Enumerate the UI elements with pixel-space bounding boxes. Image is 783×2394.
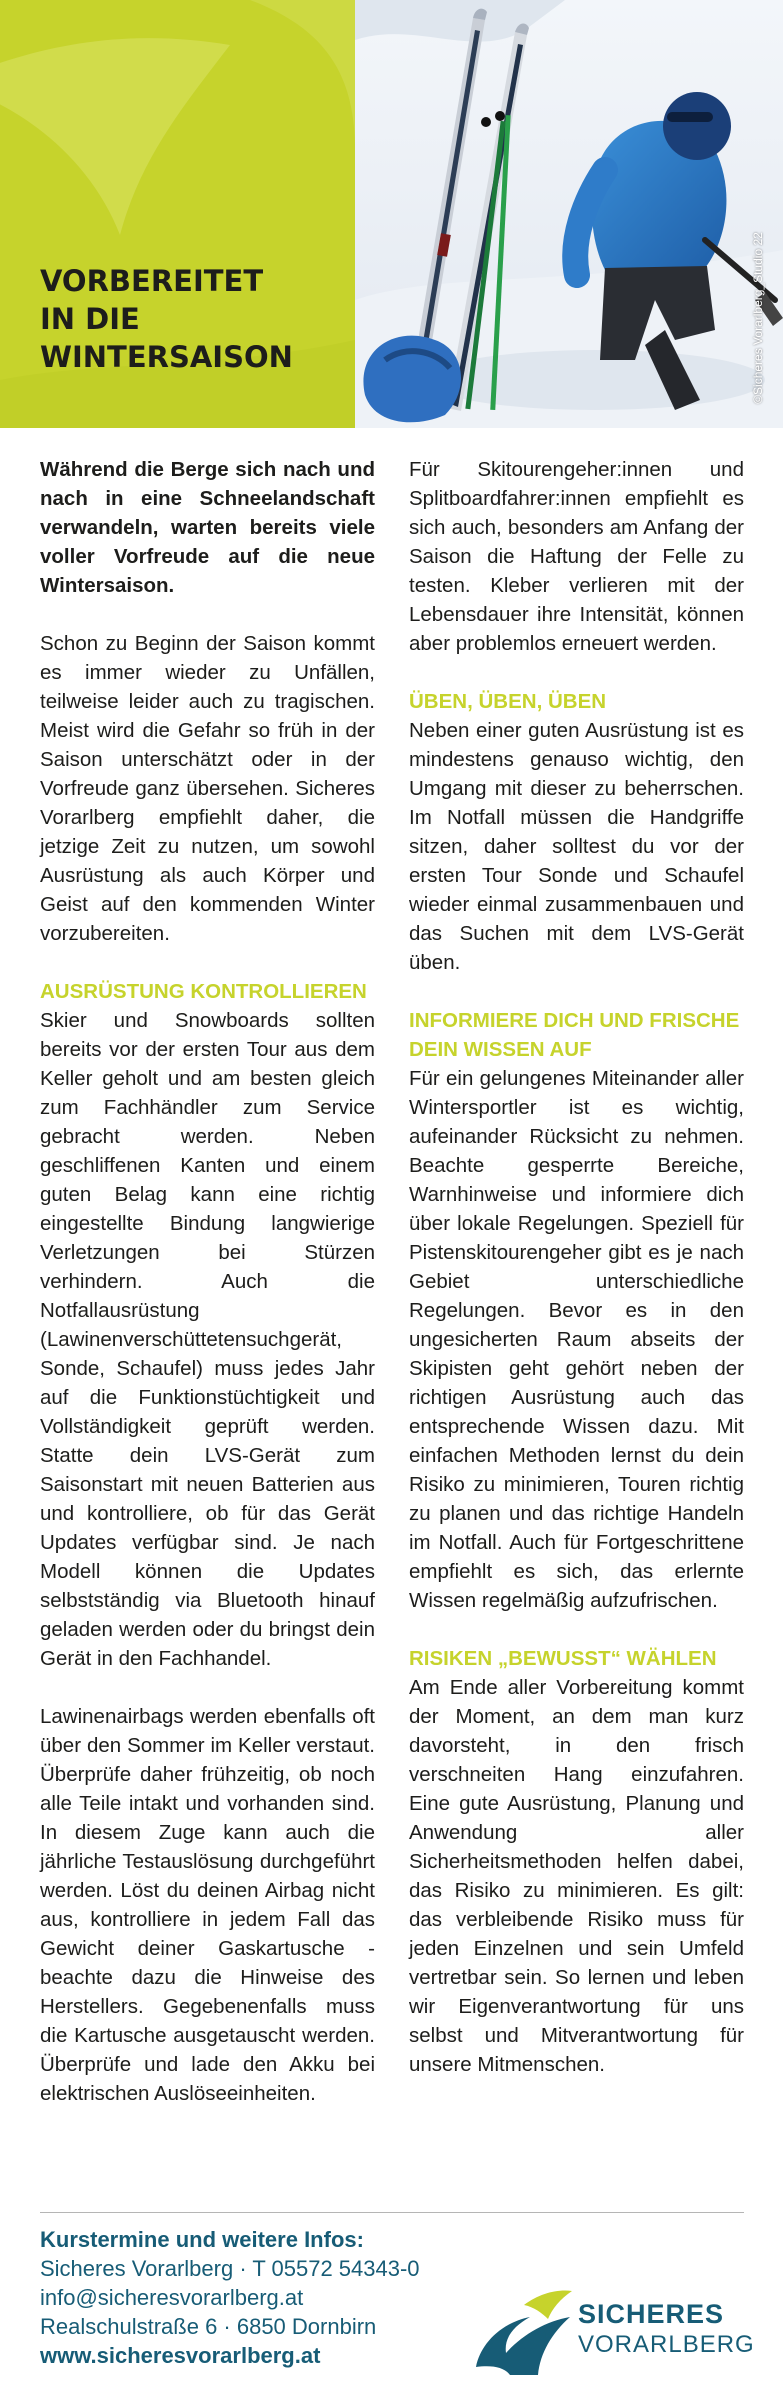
equipment-paragraph-2: Lawinenairbags werden ebenfalls oft über den Sommer im Keller verstaut. Überprüfe daher frühzeitig, ob noch alle Teile intakt und vorhanden sind. In diesem Zuge kann auch die jährliche Testauslösung durchgeführt werden. Löst du deinen Airbag nicht aus, kontrolliere in jedem Fall das Gewicht deiner Gaskartusche - beachte dazu die Hinweise des Herstellers. Gegebenenfalls muss die Kartusche ausgetauscht werden. Überprüfe und lade den Akku bei elektrischen Auslöseeinheiten.: [40, 1705, 375, 2105]
logo-text-line-1: SICHERES: [578, 2299, 725, 2329]
intro-paragraph: Schon zu Beginn der Saison kommt es immer wieder zu Unfällen, teilweise leider auch zu tragischen. Meist wird die Gefahr so früh in der Saison unterschätzt oder in der Vorfreude ganz übersehen. Sicheres Vorarlberg empfiehlt daher, die jetzige Zeit zu nutzen, um sowohl Ausrüstung als auch Körper und Geist auf den kommenden Winter vorzubereiten.: [40, 632, 375, 945]
contact-heading: Kurstermine und weitere Infos:: [40, 2227, 364, 2252]
contact-org-phone[interactable]: Sicheres Vorarlberg · T 05572 54343-0: [40, 2256, 420, 2281]
title-panel: [0, 0, 355, 428]
logo-mark-icon: [470, 2275, 574, 2385]
logo-text-line-2: VORARLBERG: [578, 2331, 755, 2358]
footer-divider: [40, 2212, 744, 2213]
title-line-3: WINTERSAISON: [40, 340, 293, 374]
hero-photo: [355, 0, 783, 428]
backpack: [363, 336, 461, 423]
section-heading-practice: ÜBEN, ÜBEN, ÜBEN: [409, 690, 607, 713]
article-column-left: [40, 455, 375, 2137]
equipment-paragraph-1: Skier und Snowboards sollten bereits vor der ersten Tour aus dem Keller geholt und am besten gleich zum Fachhändler zum Service gebracht werden. Neben geschliffenen Kanten und einem guten Belag kann eine richtig eingestellte Bindung langwierige Verletzungen bei Stürzen verhindern. Auch die Notfallausrüstung (Lawinenverschüttetensuchgerät, Sonde, Schaufel) muss jedes Jahr auf die Funktionstüchtigkeit und Vollständigkeit geprüft werden. Statte dein LVS-Gerät zum Saisonstart mit neuen Batterien aus und kontrolliere, ob für das Gerät Updates verfügbar sind. Je nach Modell können die Updates selbstständig via Bluetooth hinauf geladen werden oder du bringst dein Gerät in den Fachhandel.: [40, 1009, 375, 1670]
article-body: [40, 455, 744, 2195]
sicheres-vorarlberg-logo: [470, 2275, 755, 2385]
knowledge-paragraph: Für ein gelungenes Miteinander aller Wintersportler ist es wichtig, aufeinander Rücksicht zu nehmen. Beachte gesperrte Bereiche, Warnhinweise und informiere dich über lokale Regelungen. Speziell für Pistenskitourengeher gibt es je nach Gebiet unterschiedliche Regelungen. Bevor es in den ungesicherten Raum abseits der Skipisten geht gehört neben der richtigen Ausrüstung auch das entsprechende Wissen dazu. Mit einfachen Methoden lernst du dein Risiko zu minimieren, Touren richtig zu planen und das richtige Handeln im Notfall. Auch für Fortgeschrittene empfiehlt es sich, das erlernte Wissen regelmäßig aufzufrischen.: [409, 1067, 744, 1612]
equipment-paragraph-3: Für Skitourengeher:innen und Splitboardfahrer:innen empfiehlt es sich auch, besonders am Anfang der Saison die Haftung der Felle zu testen. Kleber verlieren mit der Lebensdauer ihre Intensität, können aber problemlos erneuert werden.: [409, 458, 744, 655]
ski-tourer-illustration: [355, 0, 783, 428]
article-column-right: [409, 455, 744, 2108]
section-heading-risks: RISIKEN „BEWUSST“ WÄHLEN: [409, 1647, 717, 1670]
title-line-1: VORBEREITET: [40, 264, 264, 298]
title-line-2: IN DIE: [40, 302, 140, 336]
website-link[interactable]: www.sicheresvorarlberg.at: [40, 2343, 321, 2368]
lead-paragraph: Während die Berge sich nach und nach in eine Schneelandschaft verwandeln, warten bereits viele voller Vorfreude auf die neue Wintersaison.: [40, 458, 375, 597]
section-heading-knowledge: INFORMIERE DICH UND FRISCHE DEIN WISSEN AUF: [409, 1009, 740, 1061]
practice-paragraph: Neben einer guten Ausrüstung ist es mindestens genauso wichtig, den Umgang mit dieser zu beherrschen. Im Notfall müssen die Handgriffe sitzen, daher solltest du vor der ersten Tour Sonde und Schaufel wieder einmal zusammenbauen und das Suchen mit dem LVS-Gerät üben.: [409, 719, 744, 974]
footer: [40, 2225, 755, 2385]
contact-address: Realschulstraße 6 · 6850 Dornbirn: [40, 2314, 377, 2339]
contact-email-link[interactable]: info@sicheresvorarlberg.at: [40, 2285, 304, 2310]
contact-info: [40, 2225, 480, 2370]
article-header: [0, 0, 783, 428]
risks-paragraph: Am Ende aller Vorbereitung kommt der Moment, an dem man kurz davorsteht, in den frisch verschneiten Hang einzufahren. Eine gute Ausrüstung, Planung und Anwendung aller Sicherheitsmethoden helfen dabei, das Risiko zu minimieren. Es gilt: das verbleibende Risiko muss für jeden Einzelnen und sein Umfeld vertretbar sein. So lernen und leben wir Eigenverantwortung für uns selbst und Mitverantwortung für unsere Mitmenschen.: [409, 1676, 744, 2076]
page-title: [40, 262, 340, 376]
section-heading-equipment: AUSRÜSTUNG KONTROLLIEREN: [40, 980, 367, 1003]
photo-credit: ©Sicheres Vorarlberg_Studio 22: [751, 232, 765, 404]
